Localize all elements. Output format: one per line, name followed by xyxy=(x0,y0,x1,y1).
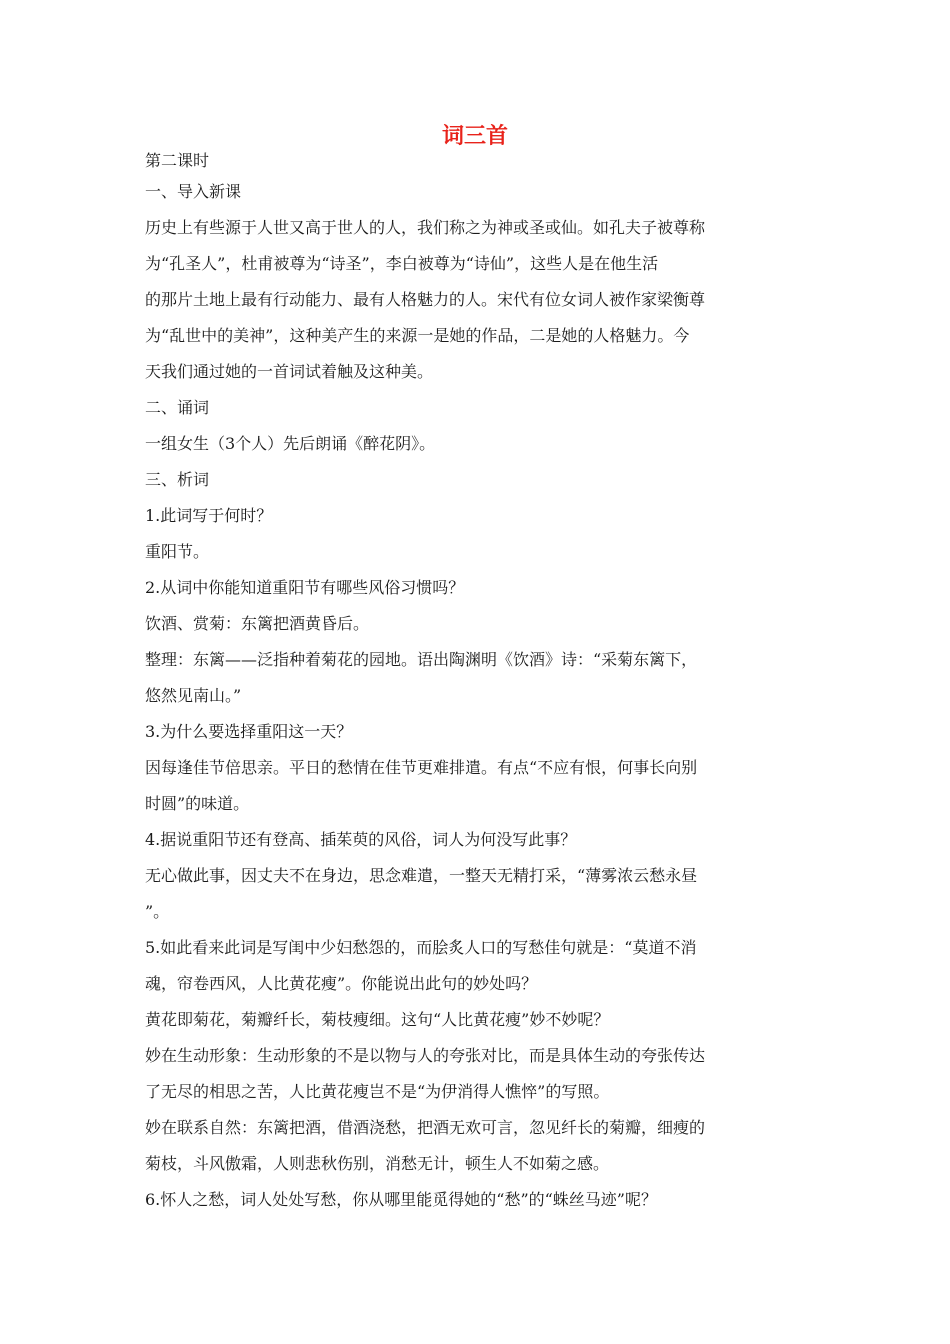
text-line: 2.从词中你能知道重阳节有哪些风俗习惯吗？ xyxy=(145,578,465,597)
text-line: 魂，帘卷西风，人比黄花瘦”。你能说出此句的妙处吗？ xyxy=(145,974,538,993)
text-line: 悠然见南山。” xyxy=(145,686,242,705)
text-line: 6.怀人之愁，词人处处写愁，你从哪里能觅得她的“愁”的“蛛丝马迹”呢？ xyxy=(145,1190,657,1209)
document-title: 词三首 xyxy=(441,124,508,149)
text-line: 天我们通过她的一首词试着触及这种美。 xyxy=(145,362,434,381)
text-line: 时圆”的味道。 xyxy=(145,794,250,813)
document-body xyxy=(145,148,805,1218)
text-line: 无心做此事，因丈夫不在身边，思念难遣，一整天无精打采，“薄雾浓云愁永昼 xyxy=(145,866,698,885)
text-line: 4.据说重阳节还有登高、插茱萸的风俗，词人为何没写此事？ xyxy=(145,830,577,849)
text-line: 5.如此看来此词是写闺中少妇愁怨的，而脍炙人口的写愁佳句就是：“莫道不消 xyxy=(145,938,697,957)
text-line: 历史上有些源于人世又高于世人的人，我们称之为神或圣或仙。如孔夫子被尊称 xyxy=(145,218,706,237)
text-line: 菊枝，斗风傲霜，人则悲秋伤别，消愁无计，顿生人不如菊之感。 xyxy=(145,1154,610,1173)
text-line: 重阳节。 xyxy=(145,542,210,561)
text-line: 一、导入新课 xyxy=(145,182,242,201)
text-line: 了无尽的相思之苦，人比黄花瘦岂不是“为伊消得人憔悴”的写照。 xyxy=(145,1082,610,1101)
text-line: ”。 xyxy=(145,902,170,921)
text-line: 第二课时 xyxy=(145,151,210,170)
text-line: 妙在生动形象：生动形象的不是以物与人的夸张对比，而是具体生动的夸张传达 xyxy=(145,1046,706,1065)
text-line: 3.为什么要选择重阳这一天？ xyxy=(145,722,353,741)
text-line: 黄花即菊花，菊瓣纤长，菊枝瘦细。这句“人比黄花瘦”妙不妙呢？ xyxy=(145,1010,610,1029)
text-line: 因每逢佳节倍思亲。平日的愁情在佳节更难排遣。有点“不应有恨，何事长向别 xyxy=(145,758,698,777)
text-line: 三、析词 xyxy=(145,470,210,489)
text-line: 为“乱世中的美神”，这种美产生的来源一是她的作品，二是她的人格魅力。今 xyxy=(145,326,690,345)
text-line: 妙在联系自然：东篱把酒，借酒浇愁，把酒无欢可言，忽见纤长的菊瓣，细瘦的 xyxy=(145,1118,706,1137)
text-line: 一组女生（3个人）先后朗诵《醉花阴》。 xyxy=(145,434,436,453)
text-line: 二、诵词 xyxy=(145,398,210,417)
text-line: 1.此词写于何时？ xyxy=(145,506,273,525)
text-line: 饮酒、赏菊：东篱把酒黄昏后。 xyxy=(145,614,370,633)
text-line: 的那片土地上最有行动能力、最有人格魅力的人。宋代有位女词人被作家梁衡尊 xyxy=(145,290,706,309)
text-line: 整理：东篱——泛指种着菊花的园地。语出陶渊明《饮酒》诗：“采菊东篱下， xyxy=(145,650,698,669)
text-line: 为“孔圣人”，杜甫被尊为“诗圣”，李白被尊为“诗仙”，这些人是在他生活 xyxy=(145,254,659,273)
